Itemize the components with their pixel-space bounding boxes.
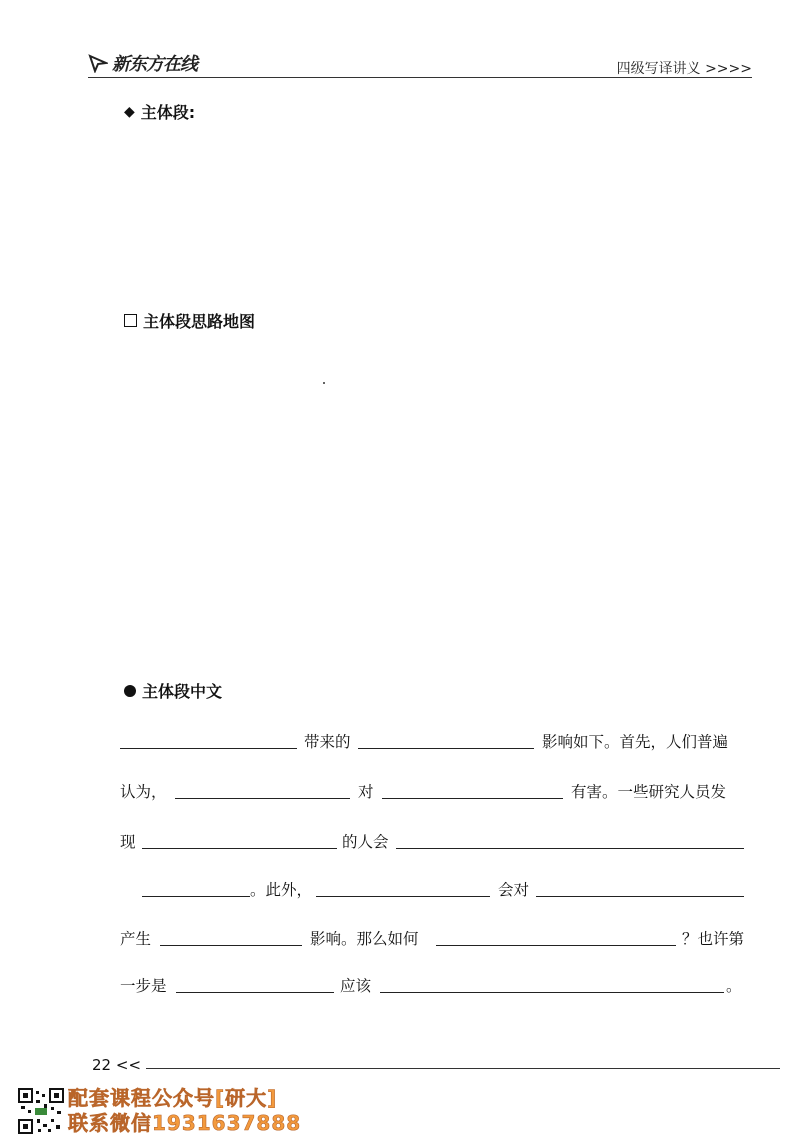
qr-code — [18, 1088, 64, 1134]
fill-blank[interactable] — [176, 992, 334, 993]
promo-line-1: 配套课程公众号[研大] — [68, 1086, 278, 1110]
circle-bullet-icon — [124, 685, 136, 697]
page-number-value: 22 — [92, 1056, 112, 1074]
line-text: 。此外， — [250, 881, 313, 899]
line-text: 有害。一些研究人员发 — [571, 783, 727, 801]
paragraph-line-5 — [120, 921, 750, 951]
line-text: 。 — [726, 977, 742, 995]
fill-blank[interactable] — [380, 992, 724, 993]
line-text: 带来的 — [304, 733, 351, 751]
mindmap-heading — [124, 309, 255, 332]
fill-blank[interactable] — [316, 896, 490, 897]
line-text: 一步是 — [120, 977, 167, 995]
paragraph-line-3 — [120, 824, 750, 854]
line-text: 对 — [358, 783, 374, 801]
line-text: 产生 — [120, 930, 152, 948]
paragraph-line-6 — [120, 968, 750, 998]
fill-blank[interactable] — [436, 945, 676, 946]
mindmap-title: 主体段思路地图 — [143, 312, 256, 331]
promo-line-2: 联系微信1931637888 — [68, 1111, 302, 1135]
fill-blank[interactable] — [142, 848, 337, 849]
fill-blank[interactable] — [160, 945, 302, 946]
paragraph-line-2 — [120, 774, 750, 804]
logo-arrow-icon — [88, 53, 108, 73]
paragraph-line-1 — [120, 724, 750, 754]
line-text: 认为， — [120, 783, 167, 801]
fill-blank[interactable] — [396, 848, 744, 849]
chinese-heading — [124, 679, 222, 702]
main-body-title: 主体段: — [140, 103, 196, 122]
logo-text: 新东方在线 — [112, 54, 197, 75]
line-text: 的人会 — [342, 833, 389, 851]
fill-blank[interactable] — [536, 896, 744, 897]
diamond-bullet-icon: ◆ — [124, 103, 135, 120]
chinese-title: 主体段中文 — [142, 682, 223, 701]
fill-blank[interactable] — [358, 748, 534, 749]
line-text: 会对 — [498, 881, 530, 899]
footer-divider — [146, 1068, 780, 1069]
fill-blank[interactable] — [142, 896, 250, 897]
paragraph-line-4 — [120, 872, 750, 902]
page-arrows: << — [115, 1056, 142, 1074]
square-bullet-icon — [124, 314, 137, 327]
line-text: ？也许第 — [682, 930, 745, 948]
line-text: 影响如下。首先，人们普遍 — [542, 733, 729, 751]
line-text: 现 — [120, 833, 136, 851]
line-text: 应该 — [340, 977, 372, 995]
header-divider — [88, 77, 752, 78]
fill-blank[interactable] — [120, 748, 297, 749]
fill-blank[interactable] — [382, 798, 563, 799]
brand-logo — [88, 50, 197, 76]
speck — [323, 382, 325, 384]
fill-blank[interactable] — [175, 798, 350, 799]
handout-title: 四级写译讲义 >>>> — [616, 61, 752, 77]
line-text: 影响。那么如何 — [310, 930, 419, 948]
promo-banner — [68, 1086, 301, 1136]
page-number — [92, 1056, 141, 1074]
main-body-heading — [124, 100, 195, 123]
